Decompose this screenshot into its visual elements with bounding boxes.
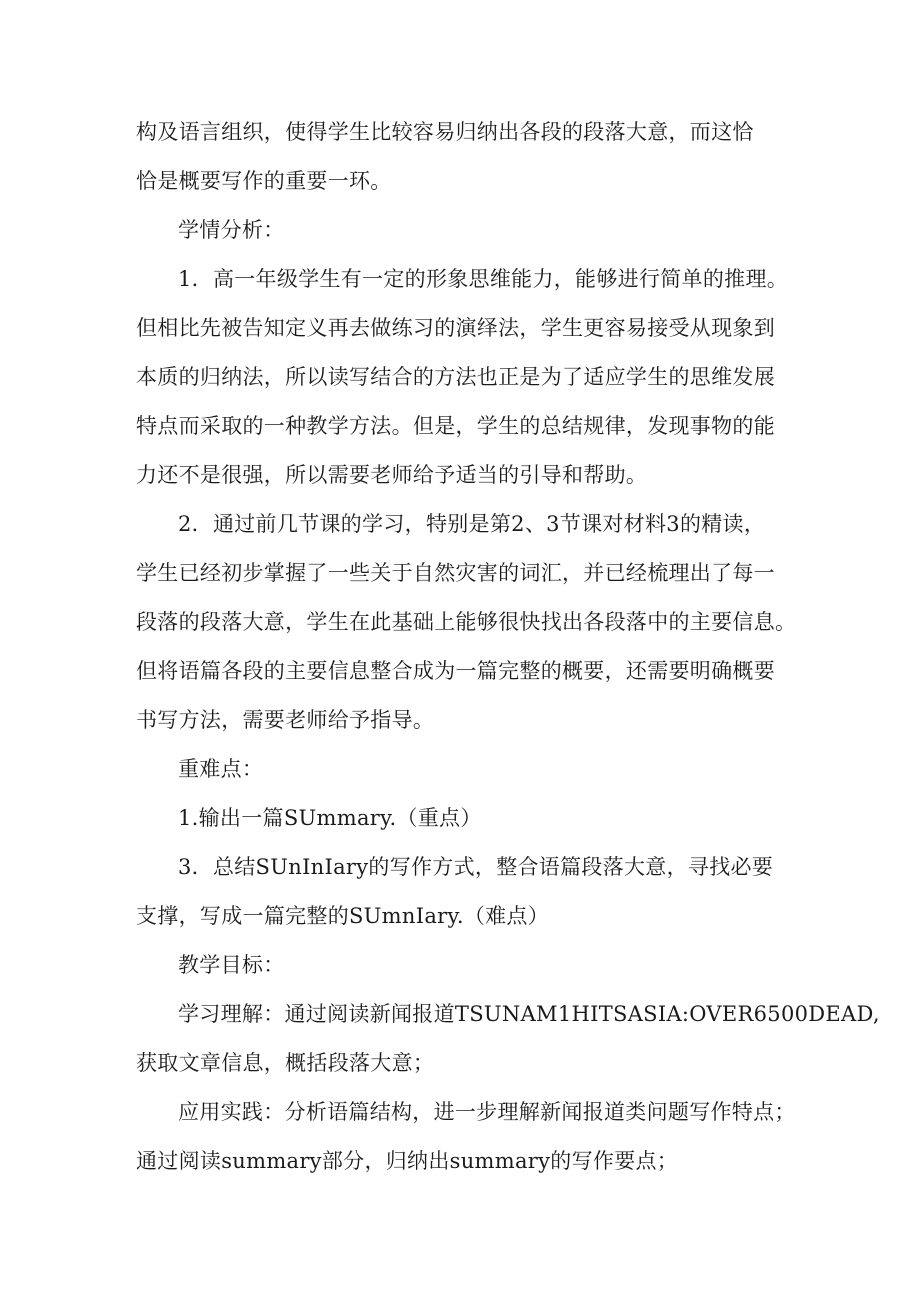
section-heading-teaching-goals: 教学目标： [178, 953, 285, 977]
text-line: 但将语篇各段的主要信息整合成为一篇完整的概要，还需要明确概要 [136, 659, 775, 683]
text-line: 3．总结SUnInIary的写作方式，整合语篇段落大意，寻找必要 [178, 855, 774, 879]
text-line: 通过阅读summary部分，归纳出summary的写作要点； [136, 1149, 679, 1173]
text-line: 本质的归纳法，所以读写结合的方法也正是为了适应学生的思维发展 [136, 365, 775, 389]
text-line: 但相比先被告知定义再去做练习的演绎法，学生更容易接受从现象到 [136, 316, 775, 340]
text-line: 1．高一年级学生有一定的形象思维能力，能够进行简单的推理。 [178, 267, 789, 291]
text-line: 特点而采取的一种教学方法。但是，学生的总结规律，发现事物的能 [136, 414, 775, 438]
text-line: 构及语言组织，使得学生比较容易归纳出各段的段落大意，而这恰 [136, 120, 754, 144]
text-line: 学生已经初步掌握了一些关于自然灾害的词汇，并已经梳理出了每一 [136, 561, 775, 585]
text-line: 书写方法，需要老师给予指导。 [136, 708, 435, 732]
text-line: 支撑，写成一篇完整的SUmnIary.（难点） [136, 904, 550, 928]
section-heading-key-points: 重难点： [178, 757, 264, 781]
text-line: 应用实践：分析语篇结构，进一步理解新闻报道类问题写作特点； [178, 1100, 796, 1124]
text-line: 2．通过前几节课的学习，特别是第2、3节课对材料3的精读， [178, 512, 766, 536]
section-heading-student-analysis: 学情分析： [178, 218, 285, 242]
text-line: 恰是概要写作的重要一环。 [136, 169, 392, 193]
text-line: 段落的段落大意，学生在此基础上能够很快找出各段落中的主要信息。 [136, 610, 797, 634]
text-line: 获取文章信息，概括段落大意； [136, 1051, 435, 1075]
text-line: 力还不是很强，所以需要老师给予适当的引导和帮助。 [136, 463, 648, 487]
text-line: 学习理解：通过阅读新闻报道TSUNAM1HITSASIA:OVER6500DEAD, [178, 1002, 880, 1026]
text-line: 1.输出一篇SUmmary.（重点） [178, 806, 482, 830]
